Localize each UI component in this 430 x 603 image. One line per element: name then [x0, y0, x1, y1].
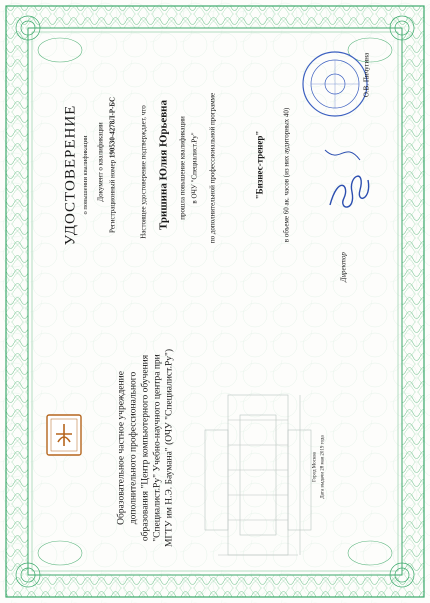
organization-line-3: образования "Центр компьютерного обучения: [140, 354, 151, 542]
program-text: по дополнительной профессиональной программе: [208, 92, 217, 244]
registration-number: 190530-4278Л-Р-БС: [108, 96, 117, 159]
hours-text: в объеме 60 ак. часов (из них аудиторных 40): [282, 107, 291, 243]
recipient-name: Тришина Юлия Юрьевна: [157, 99, 170, 231]
registration-label: Регистрационный номер: [108, 159, 117, 234]
organization-line-5: МГТУ им Н.Э. Баумана" (ОЧУ "Специалист.Ру"): [164, 348, 175, 548]
organization-line-1: Образовательное частное учреждение: [116, 371, 127, 525]
document-type: Документ о квалификации: [96, 122, 105, 202]
registration-line: [110, 97, 117, 233]
director-name: О.В. Пичугина: [362, 52, 371, 98]
director-label: Директор: [339, 252, 348, 282]
emblem-icon: [47, 415, 81, 455]
certificate-title: УДОСТОВЕРЕНИЕ: [62, 104, 79, 246]
certificate-subtitle: о повышении квалификации: [81, 135, 89, 215]
institution-text: в ОЧУ "Специалист.Ру": [190, 132, 199, 204]
confirm-text: Настоящее удостоверение подтверждает, что: [139, 105, 148, 239]
course-name: "Бизнес-тренер": [254, 130, 265, 200]
organization-line-4: "Специалист.Ру" Учебно-научного центра при: [152, 354, 163, 542]
issue-date: Дата выдачи 28 мая 2019 года: [320, 435, 326, 499]
stamp-seal-icon: [303, 52, 367, 116]
organization-line-2: дополнительного профессионального: [128, 371, 139, 525]
issue-city: Город Москва: [312, 452, 318, 482]
passed-text: прошла повышение квалификации: [178, 116, 187, 220]
